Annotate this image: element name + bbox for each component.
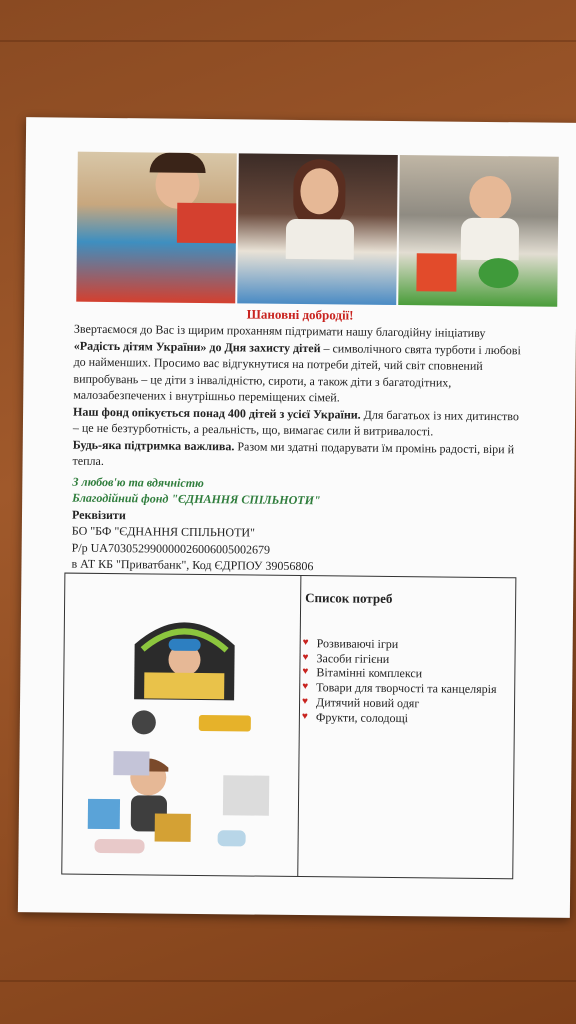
needs-title: Список потреб: [305, 590, 393, 606]
photo-girl-painting: [237, 153, 398, 305]
requisites-line-1: БО "БФ "ЄДНАННЯ СПІЛЬНОТИ": [71, 523, 256, 540]
requisites-line-3: в АТ КБ "Приватбанк", Код ЄДРПОУ 39056806: [71, 556, 314, 574]
signature-line-1: З любов'ю та вдячністю: [72, 474, 204, 490]
list-item: ♥ Розвиваючі ігри: [302, 636, 399, 652]
heart-icon: ♥: [302, 666, 309, 678]
page-heading: Шановні добродії!: [246, 306, 354, 323]
requisites-title: Реквізити: [71, 507, 126, 522]
heart-icon: ♥: [301, 710, 308, 722]
list-item: ♥ Дитячий новий одяг: [302, 695, 420, 711]
needs-box: [61, 573, 516, 880]
photo-boy-drawing: [76, 152, 237, 304]
paragraph-fund: Наш фонд опікується понад 400 дітей з усієї України. Для багатьох із них дитинство – це не безтурботність, а реальність, що, вимагає сили й витривалості.: [72, 404, 519, 439]
photo-strip: [76, 152, 559, 307]
heart-icon: ♥: [302, 681, 309, 693]
heart-icon: ♥: [302, 695, 309, 707]
flyer-page: [18, 117, 576, 918]
wood-grain: [0, 980, 576, 982]
photo-toddler-toys: [398, 155, 559, 307]
children-illustration: [62, 574, 301, 876]
wood-grain: [0, 40, 576, 42]
list-item: ♥ Вітамінні комплекси: [302, 665, 423, 681]
needs-list: [302, 636, 497, 726]
heart-icon: ♥: [302, 637, 309, 649]
requisites-line-2: Р/р UA703052990000026006005002679: [71, 540, 271, 557]
heart-icon: ♥: [302, 651, 309, 663]
list-item: ♥ Фрукти, солодощі: [301, 709, 409, 725]
child-with-gifts-image: [82, 749, 273, 871]
list-item: ♥ Товари для творчості та канцелярія: [302, 680, 497, 697]
paragraph-support: Будь-яка підтримка важлива. Разом ми здатні подарувати їм промінь радості, віри й тепла.: [72, 437, 515, 468]
needs-panel: [298, 576, 515, 878]
list-item: ♥ Засоби гігієни: [302, 650, 390, 666]
stroller-child-image: [114, 604, 255, 745]
paragraph-intro: Звертаємося до Вас із щирим проханням підтримати нашу благодійну ініціативу «Радість дітям України» до Дня захисту дітей – символічного свята турботи і любові до найменших. Просимо вас відгукнутися на потреби дітей, чий світ сповнений випробувань – це діти з інвалідністю, сироти, а також діти з багатодітних, малозабезпечених і внутрішньо переміщених сімей.: [73, 321, 521, 405]
letter-body: [71, 321, 524, 577]
signature-line-2: Благодійний фонд "ЄДНАННЯ СПІЛЬНОТИ": [72, 490, 321, 508]
